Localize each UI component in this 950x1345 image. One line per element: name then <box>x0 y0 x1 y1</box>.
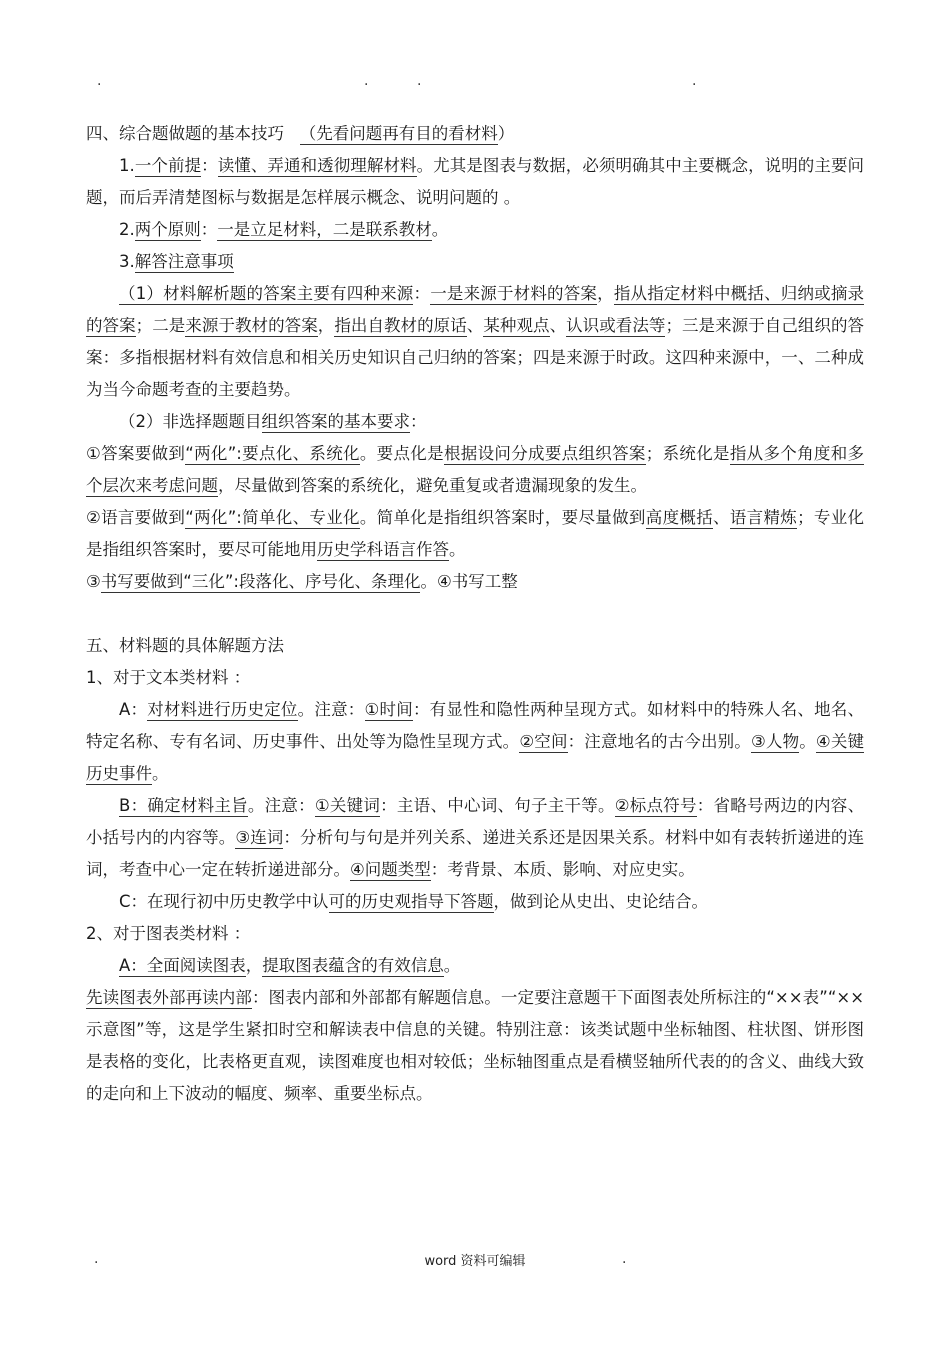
paragraph-one-premise: 1.一个前提：读懂、弄通和透彻理解材料。尤其是图表与数据，必须明确其中主要概念，说明的主要问题，而后弄清楚图标与数据是怎样展示概念、说明问题的 。 <box>86 156 865 207</box>
document-body <box>86 118 864 1110</box>
paragraph-chart-a: A：全面阅读图表，提取图表蕴含的有效信息。 <box>119 956 461 975</box>
section-gap <box>86 598 864 630</box>
paragraph-answer-two-modernizations: ①答案要做到“两化”:要点化、系统化。要点化是根据设问分成要点组织答案；系统化是指从多个角度和多个层次来考虑问题，尽量做到答案的系统化，避免重复或者遗漏现象的发生。 <box>86 444 865 495</box>
paragraph-two-principles: 2.两个原则：一是立足材料，二是联系教材。 <box>119 220 449 239</box>
paragraph-language-two-modernizations: ②语言要做到“两化”:简单化、专业化。简单化是指组织答案时，要尽量做到高度概括、语言精炼；专业化是指组织答案时，要尽可能地用历史学科语言作答。 <box>86 508 865 559</box>
paragraph-four-sources: （1）材料解析题的答案主要有四种来源：一是来源于材料的答案，指从指定材料中概括、归纳或摘录的答案；二是来源于教材的答案，指出自教材的原话、某种观点、认识或看法等；三是来源于自己组织的答案：多指根据材料有效信息和相关历史知识自己归纳的答案；四是来源于时政。这四种来源中，一、二种成为当今命题考查的主要趋势。 <box>86 284 865 399</box>
paragraph-chart-reading: 先读图表外部再读内部：图表内部和外部都有解题信息。一定要注意题干下面图表处所标注的“××表”“××示意图”等，这是学生紧扣时空和解读表中信息的关键。特别注意：该类试题中坐标轴图、柱状图、饼形图是表格的变化，比表格更直观，读图难度也相对较低；坐标轴图重点是看横竖轴所代表的的含义、曲线大致的走向和上下波动的幅度、频率、重要坐标点。 <box>86 988 865 1103</box>
subsection-text-material: 1、对于文本类材料 ： <box>86 668 251 687</box>
header-dot: . <box>97 73 102 89</box>
footer-dot: . <box>622 1251 627 1267</box>
section-5-title: 五、材料题的具体解题方法 <box>86 636 284 655</box>
header-dot: . <box>417 73 422 89</box>
paragraph-text-c: C：在现行初中历史教学中认可的历史观指导下答题，做到论从史出、史论结合。 <box>119 892 709 911</box>
subsection-chart-material: 2、对于图表类材料 ： <box>86 924 251 943</box>
section-4-title: 四、综合题做题的基本技巧 （先看问题再有目的看材料） <box>86 124 515 143</box>
paragraph-writing-three-modernizations: ③书写要做到“三化”:段落化、序号化、条理化。④书写工整 <box>86 572 518 591</box>
paragraph-text-b: B：确定材料主旨。注意：①关键词：主语、中心词、句子主干等。②标点符号：省略号两边的内容、小括号内的内容等。③连词：分析句与句是并列关系、递进关系还是因果关系。材料中如有表转折递进的连词，考查中心一定在转折递进部分。④问题类型：考背景、本质、影响、对应史实。 <box>86 796 865 879</box>
footer-text: word 资料可编辑 <box>424 1254 526 1269</box>
paragraph-basic-requirements: （2）非选择题题目组织答案的基本要求： <box>119 412 427 431</box>
footer <box>0 1250 950 1269</box>
header-dot: . <box>364 73 369 89</box>
paragraph-answer-notes: 3.解答注意事项 <box>119 252 234 271</box>
footer-dot: . <box>94 1251 99 1267</box>
header-dot: . <box>692 73 697 89</box>
paragraph-text-a: A：对材料进行历史定位。注意：①时间：有显性和隐性两种呈现方式。如材料中的特殊人名、地名、特定名称、专有名词、历史事件、出处等为隐性呈现方式。②空间：注意地名的古今出别。③人物。④关键历史事件。 <box>86 700 865 783</box>
